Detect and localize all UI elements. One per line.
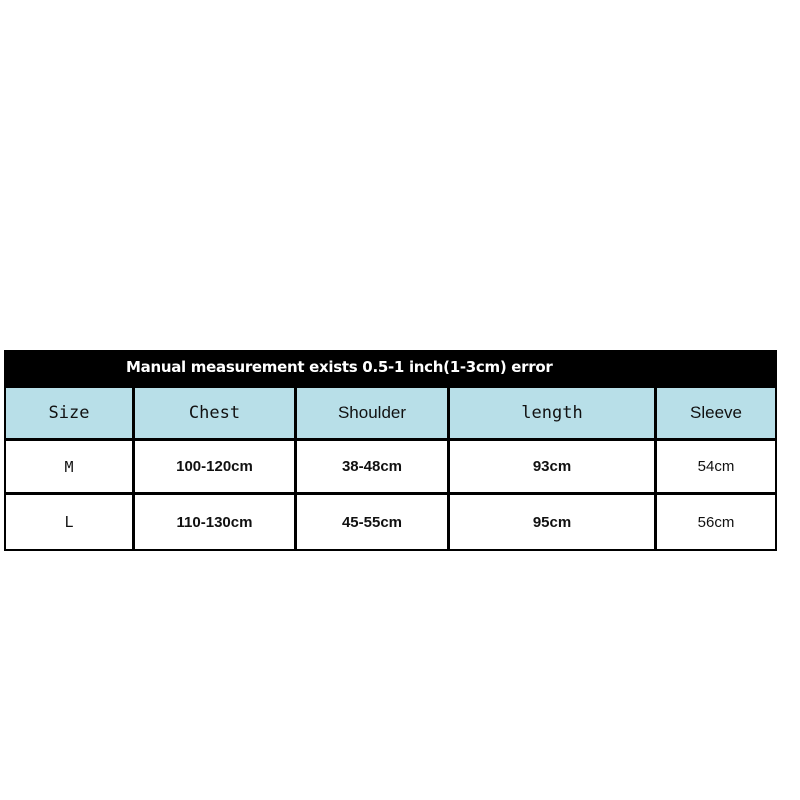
table-cell-shoulder: 45-55cm: [297, 495, 447, 549]
measurement-note: Manual measurement exists 0.5-1 inch(1-3cm) error: [126, 358, 553, 376]
size-chart-table: [4, 350, 777, 551]
table-cell-length: 95cm: [450, 495, 654, 549]
column-header-length: length: [450, 388, 654, 438]
column-header-chest: Chest: [135, 388, 294, 438]
measurement-note-banner: [4, 350, 777, 385]
column-header-sleeve: Sleeve: [657, 388, 775, 438]
table-cell-chest: 110-130cm: [135, 495, 294, 549]
column-header-shoulder: Shoulder: [297, 388, 447, 438]
table-cell-sleeve: 54cm: [657, 441, 775, 492]
table-cell-chest: 100-120cm: [135, 441, 294, 492]
table-cell-sleeve: 56cm: [657, 495, 775, 549]
table-cell-size: M: [6, 441, 132, 492]
column-header-size: Size: [6, 388, 132, 438]
table-cell-shoulder: 38-48cm: [297, 441, 447, 492]
table-cell-size: L: [6, 495, 132, 549]
table-cell-length: 93cm: [450, 441, 654, 492]
